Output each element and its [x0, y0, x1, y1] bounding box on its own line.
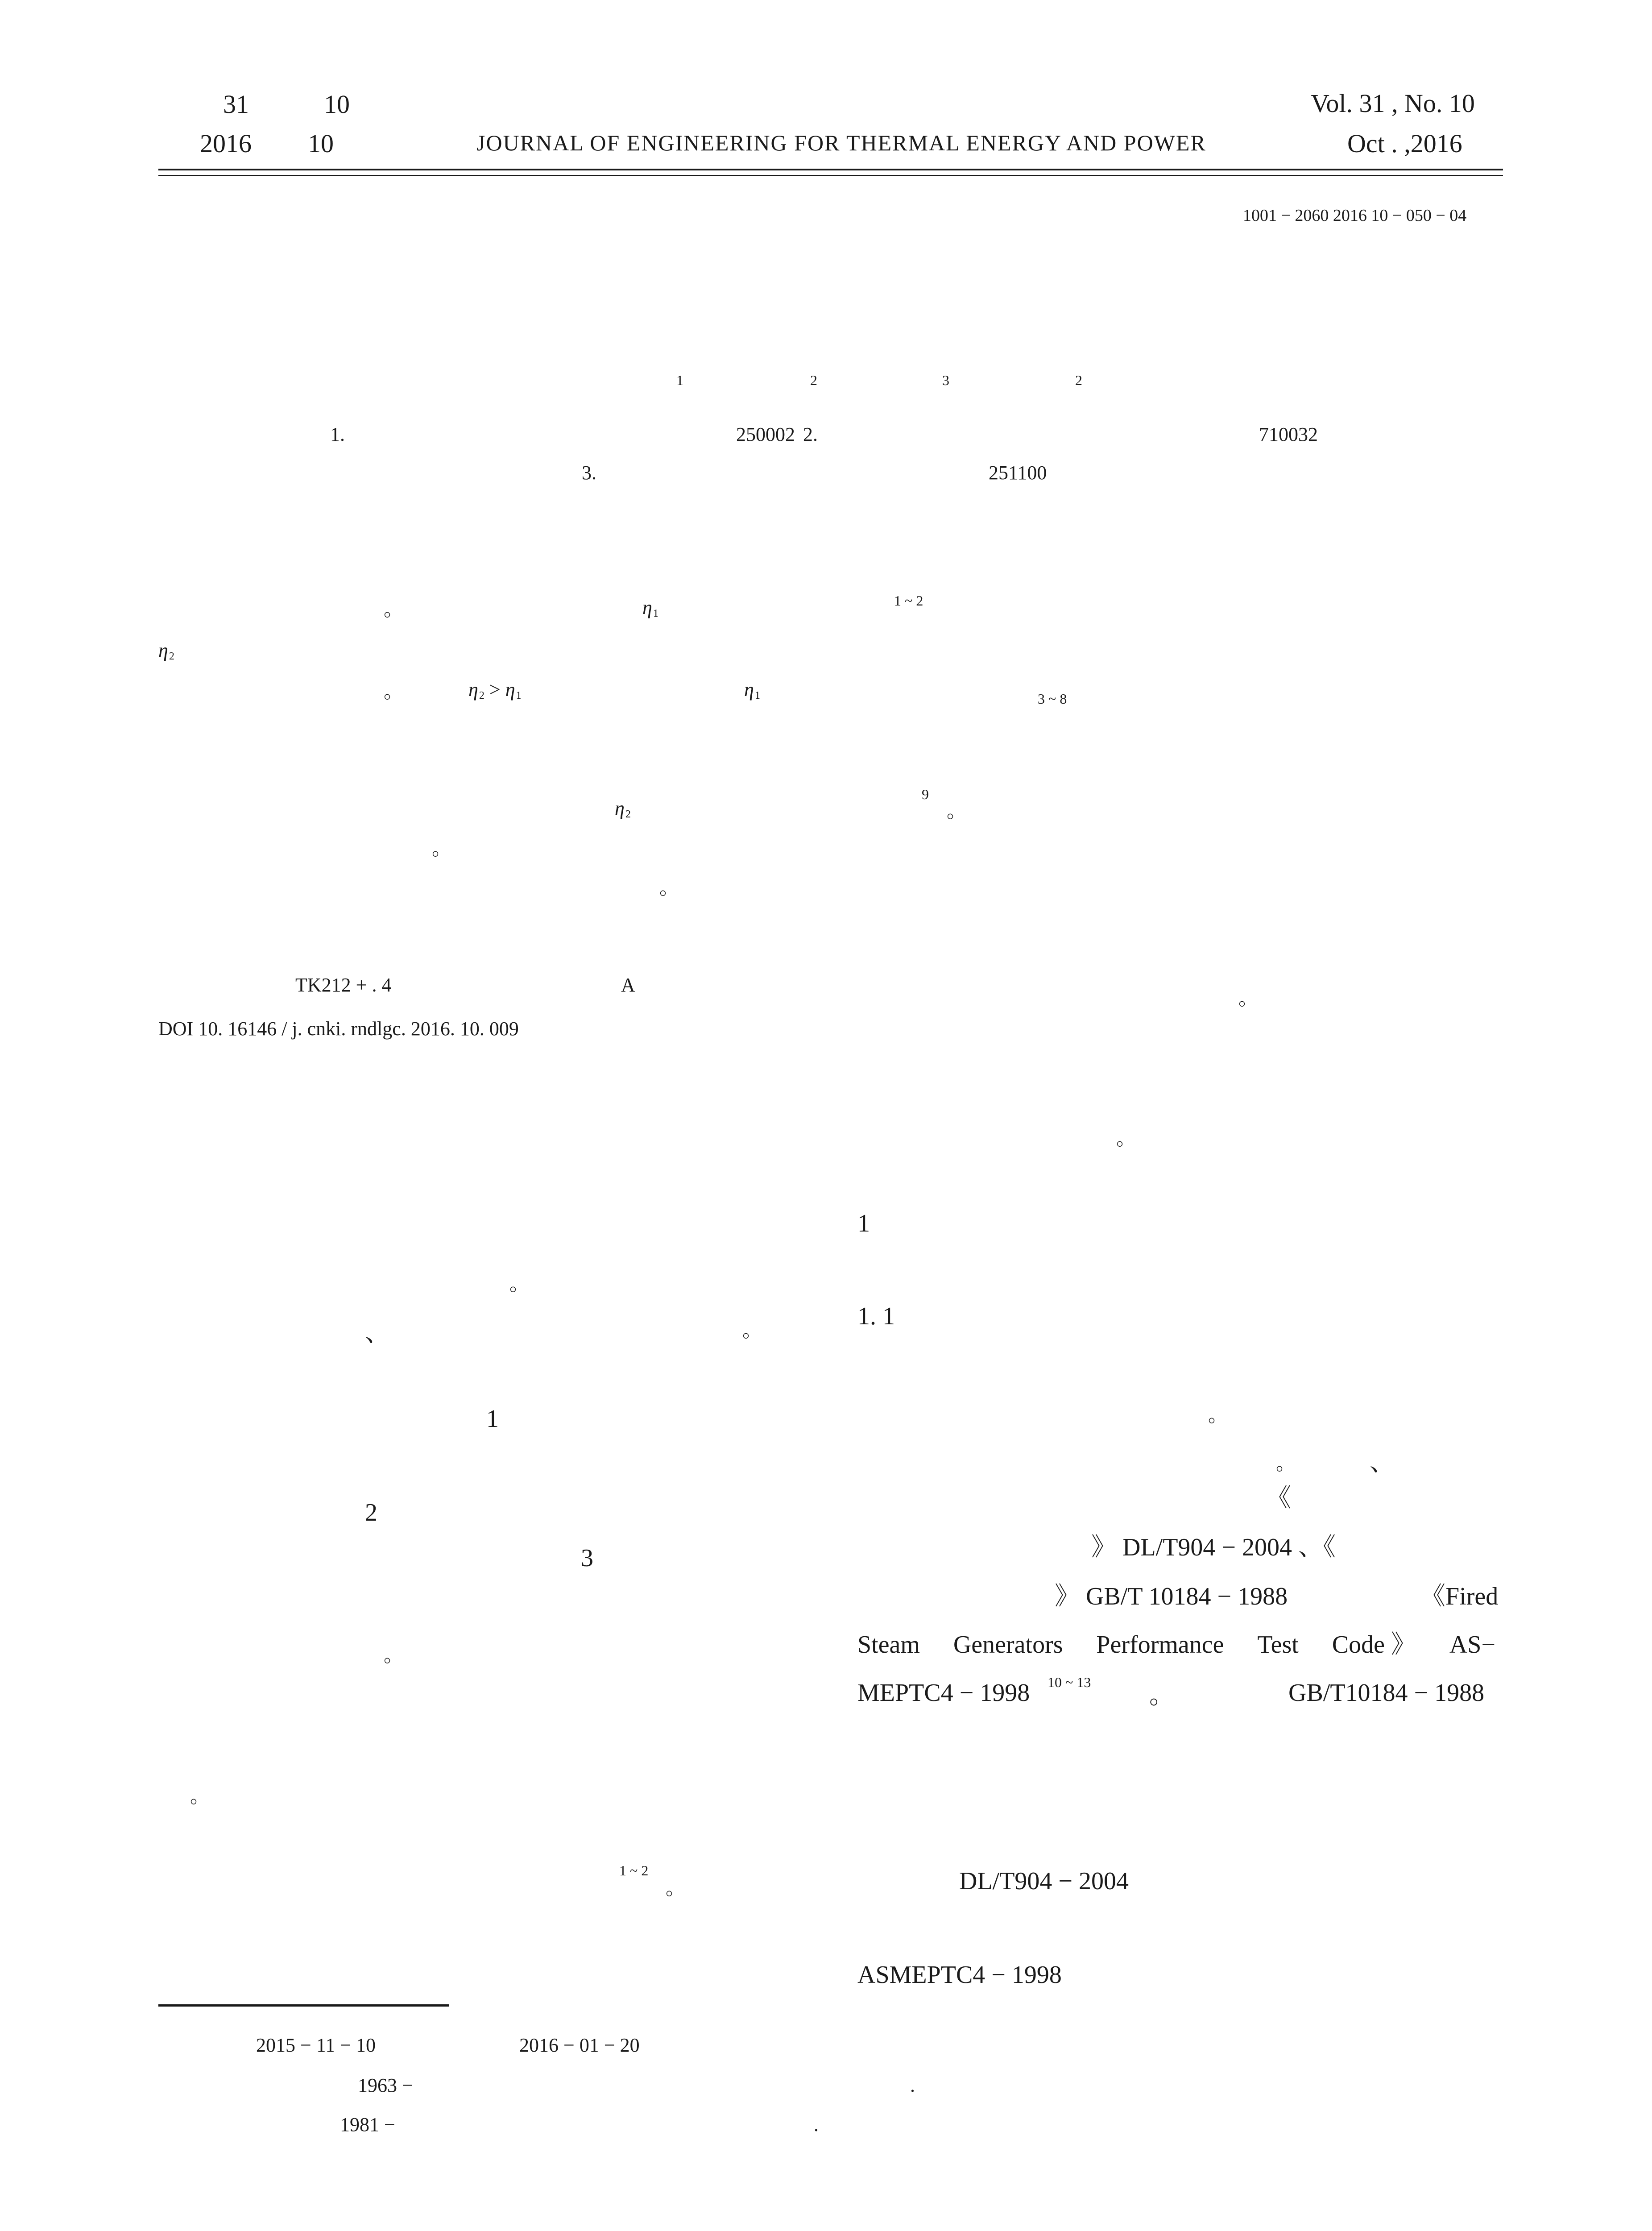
body-period: 。: [1149, 1682, 1174, 1709]
efficiency-symbol-eta1: $\eta_1$: [642, 597, 658, 620]
body-list-number: 1: [486, 1405, 499, 1433]
abstract-period: 。: [947, 800, 966, 822]
author-mark: 3: [942, 372, 949, 388]
affiliation-2-postcode: 710032: [1259, 423, 1318, 445]
affiliation-1-postcode: 250002: [736, 423, 795, 445]
abstract-period: 。: [659, 877, 679, 899]
body-period: 。: [509, 1273, 529, 1295]
doi: DOI 10. 16146 / j. cnki. rndlgc. 2016. 10. 009: [158, 1018, 519, 1040]
standard-gb-10184: GB/T10184 − 1988: [1288, 1679, 1485, 1707]
body-list-number: 2: [365, 1499, 377, 1526]
author-mark: 1: [676, 372, 683, 388]
standard-asme-title-start: 《Fired: [1420, 1583, 1499, 1610]
author2-bio-end: .: [814, 2114, 819, 2136]
header-rule-bottom: [158, 175, 1503, 176]
standard-asme-code: MEPTC4 − 1998: [857, 1679, 1030, 1707]
citation-ref: 3 ~ 8: [1038, 691, 1067, 707]
clc-number: TK212 + . 4: [295, 974, 392, 996]
body-period: 。: [1116, 1128, 1136, 1149]
efficiency-symbol-eta2: $\eta_2$: [158, 639, 174, 663]
body-period: 。: [1238, 987, 1258, 1009]
standard-gb-10184: 》 GB/T 10184 − 1988: [1055, 1583, 1288, 1610]
citation-ref: 1 ~ 2: [894, 593, 923, 609]
efficiency-comparison: $\eta_2 > \eta_1$: [468, 679, 522, 702]
body-enumeration-comma: 、: [365, 1319, 390, 1347]
affiliation-3-number: 3.: [582, 462, 596, 484]
abstract-period: 。: [384, 680, 403, 702]
revised-date: 2016 − 01 − 20: [519, 2034, 640, 2056]
body-period: 。: [190, 1785, 210, 1807]
abstract-period: 。: [384, 598, 403, 620]
standard-asme-title-line: Steam Generators Performance Test Code 》 AS−: [857, 1631, 1495, 1659]
received-date: 2015 − 11 − 10: [256, 2034, 376, 2056]
body-period: 。: [1208, 1404, 1228, 1426]
body-period: 。: [384, 1644, 403, 1666]
standard-dl-t904: DL/T904 − 2004: [959, 1867, 1129, 1895]
citation-ref: 9: [922, 786, 929, 802]
standard-asme-ptc4: ASMEPTC4 − 1998: [857, 1961, 1062, 1989]
affiliation-3-postcode: 251100: [989, 462, 1047, 484]
header-volume-en: Vol. 31 , No. 10: [1311, 89, 1475, 118]
section-heading-1: 1: [857, 1210, 870, 1237]
document-code: A: [621, 974, 635, 996]
citation-ref: 10 ~ 13: [1048, 1674, 1091, 1690]
footnote-rule: [158, 2004, 449, 2007]
body-period: 。: [1276, 1452, 1296, 1474]
efficiency-symbol-eta1: $\eta_1$: [744, 679, 760, 702]
efficiency-symbol-eta2: $\eta_2$: [615, 797, 631, 821]
header-month-cn: 10: [308, 129, 334, 158]
author-mark: 2: [810, 372, 817, 388]
author1-birth-year: 1963 −: [358, 2074, 413, 2096]
body-period: 。: [742, 1319, 762, 1341]
author1-bio-end: .: [910, 2074, 915, 2096]
header-issue-cn: 10: [324, 90, 350, 119]
header-year-cn: 2016: [200, 129, 252, 158]
body-list-number: 3: [581, 1544, 593, 1572]
citation-ref: 1 ~ 2: [619, 1862, 649, 1879]
affiliation-1-number: 1.: [330, 423, 345, 445]
author2-birth-year: 1981 −: [340, 2114, 395, 2136]
section-heading-1-1: 1. 1: [857, 1302, 895, 1330]
book-title-bracket: 《: [1266, 1485, 1291, 1512]
header-volume-cn: 31: [223, 90, 249, 119]
header-date-en: Oct . ,2016: [1347, 129, 1462, 158]
body-period: 。: [666, 1877, 685, 1899]
abstract-period: 。: [432, 838, 451, 859]
author-mark: 2: [1075, 372, 1082, 388]
body-enumeration-comma: 、: [1370, 1449, 1395, 1476]
journal-title: JOURNAL OF ENGINEERING FOR THERMAL ENERGY AND POWER: [476, 130, 1206, 155]
header-rule-top: [158, 169, 1503, 170]
affiliation-2-number: 2.: [803, 423, 818, 445]
article-number: 1001 − 2060 2016 10 − 050 − 04: [1243, 206, 1467, 225]
standard-reference-line: 》 DL/T904 − 2004 、《: [1091, 1534, 1336, 1561]
